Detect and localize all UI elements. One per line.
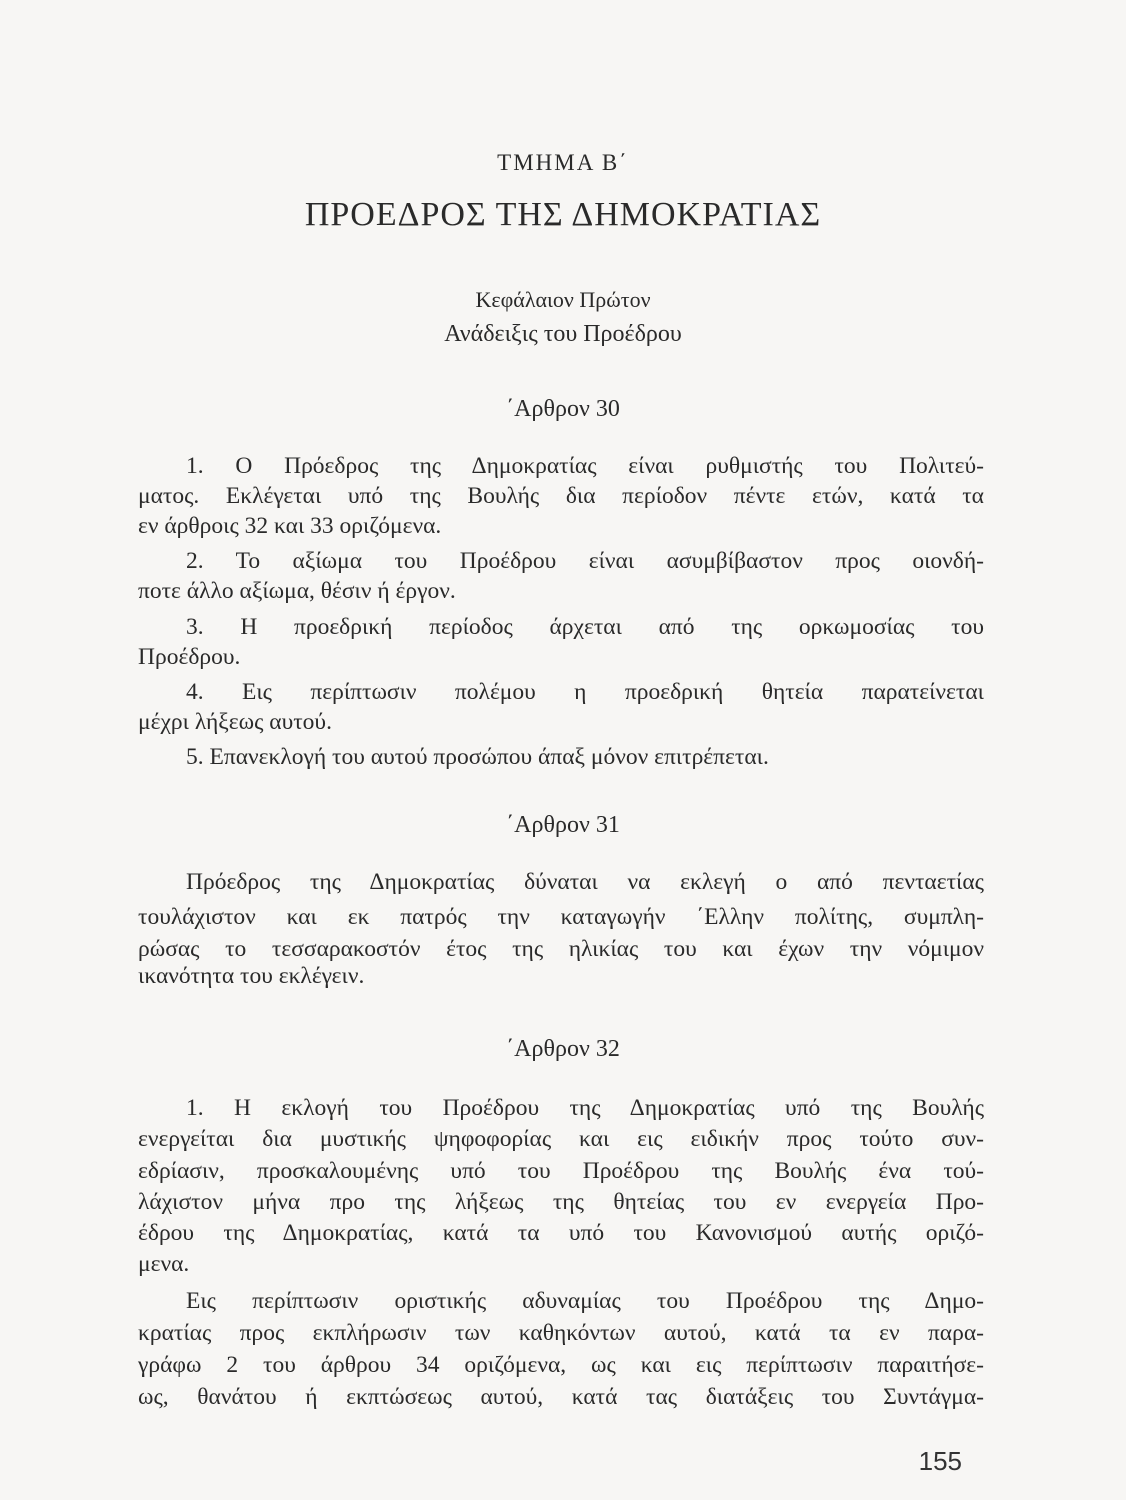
article-30-line: 2. Το αξίωμα του Προέδρου είναι ασυμβίβαστον προς οιονδή- <box>186 548 984 574</box>
article-32-line: μενα. <box>138 1251 190 1277</box>
article-31-heading: ΄Αρθρον 31 <box>506 812 620 838</box>
article-30-line: 1. Ο Πρόεδρος της Δημοκρατίας είναι ρυθμιστής του Πολιτεύ- <box>186 453 984 479</box>
article-32-line: 1. Η εκλογή του Προέδρου της Δημοκρατίας υπό της Βουλής <box>186 1095 984 1121</box>
article-32-line: έδρου της Δημοκρατίας, κατά τα υπό του Κανονισμού αυτής οριζό- <box>138 1220 984 1246</box>
article-30-line: ματος. Εκλέγεται υπό της Βουλής δια περίοδον πέντε ετών, κατά τα <box>138 483 984 509</box>
section-label: ΤΜΗΜΑ Β΄ <box>497 150 629 175</box>
article-32-line: γράφω 2 του άρθρου 34 οριζόμενα, ως και εις περίπτωσιν παραιτήσε- <box>138 1352 984 1378</box>
article-31-line: ρώσας το τεσσαρακοστόν έτος της ηλικίας του και έχων την νόμιμον <box>138 936 984 962</box>
article-32-line: εδρίασιν, προσκαλουμένης υπό του Προέδρου της Βουλής ένα τού- <box>138 1158 984 1184</box>
article-30-heading: ΄Αρθρον 30 <box>506 396 620 422</box>
article-32-line: κρατίας προς εκπλήρωσιν των καθηκόντων αυτού, κατά τα εν παρα- <box>138 1320 984 1346</box>
article-31-line: ικανότητα του εκλέγειν. <box>138 963 365 989</box>
article-30-line: 4. Εις περίπτωσιν πολέμου η προεδρική θητεία παρατείνεται <box>186 679 984 705</box>
article-32-line: ως, θανάτου ή εκπτώσεως αυτού, κατά τας διατάξεις του Συντάγμα- <box>138 1384 984 1410</box>
chapter-title: Ανάδειξις του Προέδρου <box>444 321 682 347</box>
article-31-line: τουλάχιστον και εκ πατρός την καταγωγήν ΄Ελλην πολίτης, συμπλη- <box>138 904 984 930</box>
article-30-line: ποτε άλλο αξίωμα, θέσιν ή έργον. <box>138 578 456 604</box>
page-number: 155 <box>918 1446 962 1476</box>
article-30-line: μέχρι λήξεως αυτού. <box>138 709 332 735</box>
chapter-label: Κεφάλαιον Πρώτον <box>475 287 651 312</box>
article-32-line: λάχιστον μήνα προ της λήξεως της θητείας του εν ενεργεία Προ- <box>138 1189 984 1215</box>
article-30-line: 3. Η προεδρική περίοδος άρχεται από της ορκωμοσίας του <box>186 614 984 640</box>
part-title: ΠΡΟΕΔΡΟΣ ΤΗΣ ΔΗΜΟΚΡΑΤΙΑΣ <box>304 196 822 233</box>
article-32-line: Εις περίπτωσιν οριστικής αδυναμίας του Προέδρου της Δημο- <box>186 1288 984 1314</box>
article-30-line: 5. Επανεκλογή του αυτού προσώπου άπαξ μόνον επιτρέπεται. <box>186 744 769 770</box>
article-30-line: εν άρθροις 32 και 33 οριζόμενα. <box>138 513 442 539</box>
article-32-line: ενεργείται δια μυστικής ψηφοφορίας και εις ειδικήν προς τούτο συν- <box>138 1126 984 1152</box>
article-31-line: Πρόεδρος της Δημοκρατίας δύναται να εκλεγή ο από πενταετίας <box>186 869 984 895</box>
article-32-heading: ΄Αρθρον 32 <box>506 1036 620 1062</box>
article-30-line: Προέδρου. <box>138 644 241 670</box>
